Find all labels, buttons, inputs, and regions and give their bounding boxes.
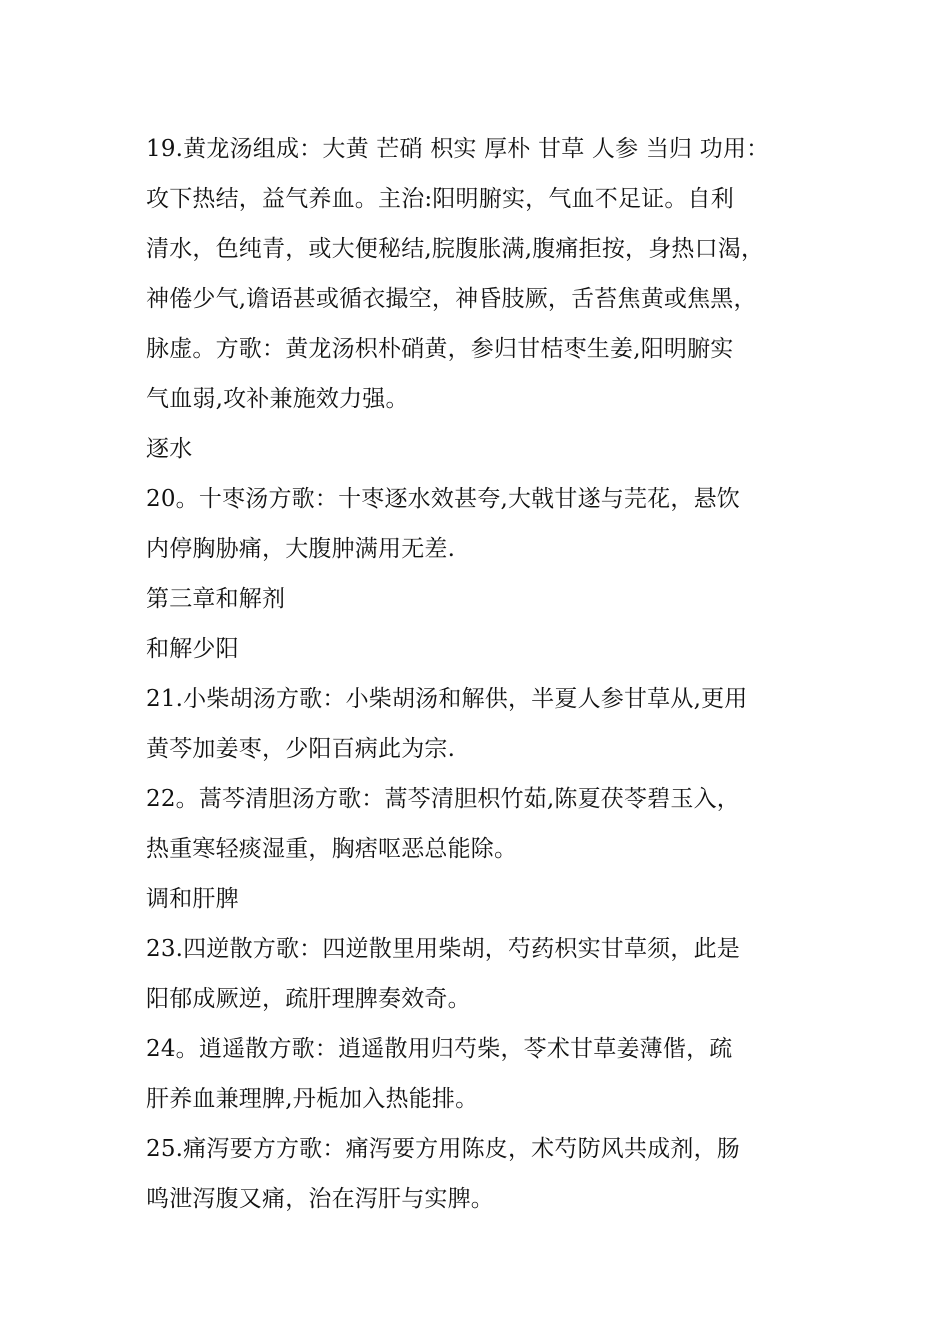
section-heading: 调和肝脾 bbox=[146, 886, 239, 912]
section-heading: 逐水 bbox=[146, 436, 193, 462]
section-heading: 和解少阳 bbox=[146, 636, 239, 662]
text-line: 25.痛泻要方方歌：痛泻要方用陈皮，术芍防风共成剂，肠 bbox=[146, 1136, 740, 1162]
text-line: 脉虚。方歌：黄龙汤枳朴硝黄，参归甘桔枣生姜,阳明腑实 bbox=[146, 336, 734, 362]
text-line: 热重寒轻痰湿重，胸痞呕恶总能除。 bbox=[146, 836, 518, 862]
text-line: 24。逍遥散方歌：逍遥散用归芍柴，苓术甘草姜薄偕，疏 bbox=[146, 1036, 733, 1062]
text-line: 黄芩加姜枣，少阳百病此为宗. bbox=[146, 736, 456, 762]
text-line: 23.四逆散方歌：四逆散里用柴胡，芍药枳实甘草须，此是 bbox=[146, 936, 740, 962]
document-body bbox=[146, 124, 816, 1224]
chapter-heading: 第三章和解剂 bbox=[146, 586, 286, 612]
text-line: 攻下热结，益气养血。主治:阳明腑实，气血不足证。自利 bbox=[146, 186, 734, 212]
text-line: 气血弱,攻补兼施效力强。 bbox=[146, 386, 409, 412]
text-line: 阳郁成厥逆，疏肝理脾奏效奇。 bbox=[146, 986, 471, 1012]
text-line: 19.黄龙汤组成：大黄 芒硝 枳实 厚朴 甘草 人参 当归 功用： bbox=[146, 136, 770, 162]
text-line: 肝养血兼理脾,丹栀加入热能排。 bbox=[146, 1086, 479, 1112]
text-line: 鸣泄泻腹又痛，治在泻肝与实脾。 bbox=[146, 1186, 494, 1212]
text-line: 内停胸胁痛，大腹肿满用无差. bbox=[146, 536, 456, 562]
text-line: 22。蒿芩清胆汤方歌：蒿芩清胆枳竹茹,陈夏茯苓碧玉入， bbox=[146, 786, 740, 812]
text-line: 神倦少气,谵语甚或循衣撮空，神昏肢厥，舌苔焦黄或焦黑， bbox=[146, 286, 757, 312]
text-line: 20。十枣汤方歌：十枣逐水效甚夸,大戟甘遂与芫花，悬饮 bbox=[146, 486, 740, 512]
text-line: 清水，色纯青，或大便秘结,脘腹胀满,腹痛拒按，身热口渴， bbox=[146, 236, 765, 262]
text-line: 21.小柴胡汤方歌：小柴胡汤和解供，半夏人参甘草从,更用 bbox=[146, 686, 748, 712]
